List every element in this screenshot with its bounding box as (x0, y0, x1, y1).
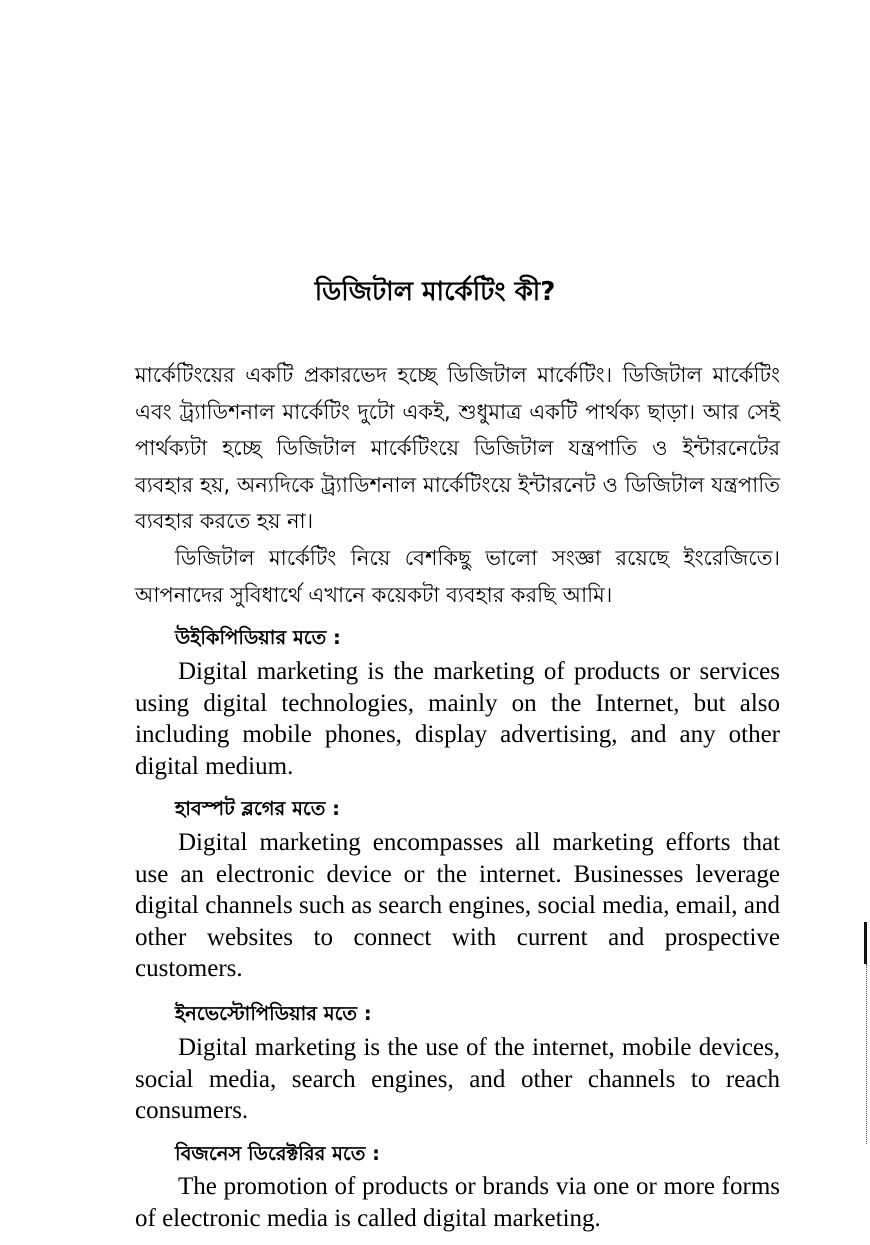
page-title: ডিজিটাল মার্কেটিং কী? (314, 277, 556, 307)
definition-text-investopedia: Digital marketing is the use of the internet, mobile devices, social media, search engines, and other channels to reach consumers. (135, 1034, 780, 1124)
definition-text-wikipedia: Digital marketing is the marketing of products or services using digital technologies, mainly on the Internet, but also including mobile phones, display advertising, and any other digital medium. (135, 658, 780, 780)
intro-paragraph-1: মার্কেটিংয়ের একটি প্রকারভেদ হচ্ছে ডিজিটাল মার্কেটিং। ডিজিটাল মার্কেটিং এবং ট্র্যাডিশনাল মার্কেটিং দুটো একই, শুধুমাত্র একটি পার্থক্য ছাড়া। আর সেই পার্থক্যটা হচ্ছে ডিজিটাল মার্কেটিংয়ে ডিজিটাল যন্ত্রপাতি ও ইন্টারনেটের ব্যবহার হয়, অন্যদিকে ট্র্যাডিশনাল মার্কেটিংয়ে ইন্টারনেট ও ডিজিটাল যন্ত্রপাতি ব্যবহার করতে হয় না। (135, 363, 780, 533)
scan-edge-dots (866, 964, 868, 1144)
scan-edge-mark (864, 922, 867, 964)
definition-heading-wikipedia: উইকিপিডিয়ার মতে : (175, 626, 341, 649)
definition-heading-investopedia: ইনভেস্টোপিডিয়ার মতে : (175, 1002, 372, 1025)
intro-paragraph-2: ডিজিটাল মার্কেটিং নিয়ে বেশকিছু ভালো সংজ্ঞা রয়েছে ইংরেজিতে। আপনাদের সুবিধার্থে এখানে কয়েকটা ব্যবহার করছি আমি। (135, 546, 780, 607)
definition-heading-business-dictionary: বিজনেস ডিরেক্টরির মতে : (175, 1142, 380, 1165)
definition-heading-hubspot: হাবস্পট ব্লগের মতে : (175, 797, 340, 820)
definition-text-hubspot: Digital marketing encompasses all marketing efforts that use an electronic device or the internet. Businesses leverage digital channels such as search engines, social media, email, and other websites to connect with current and prospective customers. (135, 829, 780, 982)
definition-text-business-dictionary: The promotion of products or brands via one or more forms of electronic media is called digital marketing. (135, 1173, 780, 1232)
